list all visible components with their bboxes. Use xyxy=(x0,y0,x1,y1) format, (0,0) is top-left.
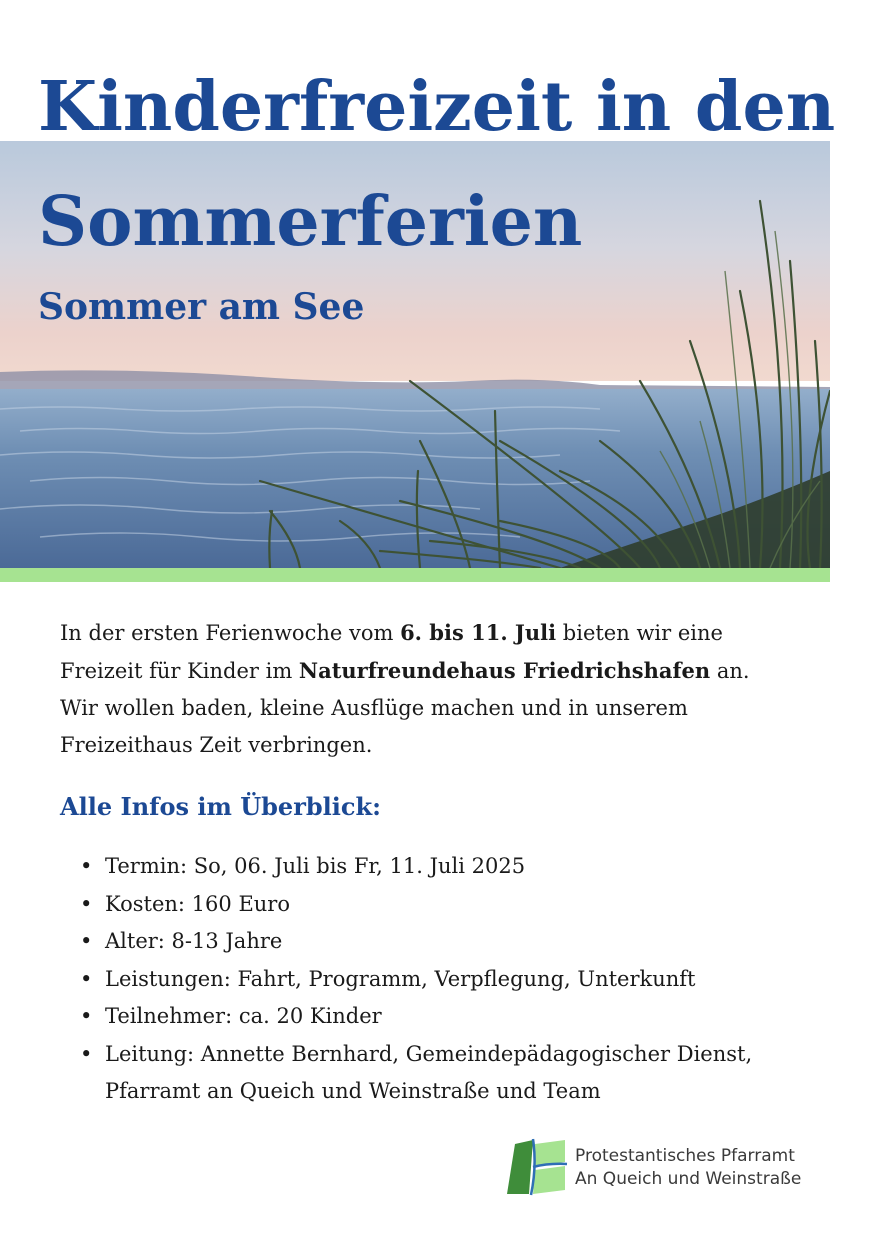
info-item-text: Leitung: Annette Bernhard, Gemeindepädagogischer Dienst, Pfarramt an Queich und Weinstraße und Team xyxy=(105,1041,753,1103)
info-list xyxy=(60,848,850,1111)
info-item-text: Alter: 8-13 Jahre xyxy=(105,929,283,953)
page-title: Kinderfreizeit in den Sommerferien xyxy=(38,67,836,262)
info-item-text: Kosten: 160 Euro xyxy=(105,891,290,916)
info-item-date xyxy=(60,848,850,886)
bullet-icon: • xyxy=(80,1004,93,1028)
bullet-icon: • xyxy=(80,966,93,991)
intro-text-3: an. Wir wollen baden, kleine Ausflüge machen und in unserem Freizeithaus Zeit verbringen. xyxy=(60,659,750,757)
info-item-leadership xyxy=(60,1036,850,1111)
overview-heading: Alle Infos im Überblick: xyxy=(60,792,381,821)
bullet-icon: • xyxy=(80,929,93,953)
info-item-text: Termin: So, 06. Juli bis Fr, 11. Juli 2025 xyxy=(105,854,526,878)
intro-dates: 6. bis 11. Juli xyxy=(400,620,557,645)
parish-logo xyxy=(505,1136,845,1200)
bullet-icon: • xyxy=(80,891,93,916)
info-item-text: Leistungen: Fahrt, Programm, Verpflegung, Unterkunft xyxy=(105,966,696,991)
parish-name-line-1: Protestantisches Pfarramt xyxy=(575,1146,795,1166)
intro-paragraph xyxy=(60,614,790,764)
info-item-cost xyxy=(60,886,850,924)
info-item-text: Teilnehmer: ca. 20 Kinder xyxy=(105,1004,382,1028)
info-item-participants xyxy=(60,998,850,1036)
accent-divider-bar xyxy=(0,568,830,582)
bullet-icon: • xyxy=(80,854,93,878)
intro-text-1: In der ersten Ferienwoche vom xyxy=(60,621,401,645)
page-subtitle: Sommer am See xyxy=(38,286,365,328)
info-item-age xyxy=(60,923,850,961)
bullet-icon: • xyxy=(80,1041,93,1066)
intro-text-2: bieten wir eine Freizeit für Kinder im xyxy=(60,621,723,683)
parish-name xyxy=(575,1145,801,1191)
parish-name-line-2: An Queich und Weinstraße xyxy=(575,1169,802,1189)
parish-map-logo-icon xyxy=(505,1136,569,1198)
info-item-services xyxy=(60,961,850,999)
intro-venue: Naturfreundehaus Friedrichshafen xyxy=(298,658,711,683)
